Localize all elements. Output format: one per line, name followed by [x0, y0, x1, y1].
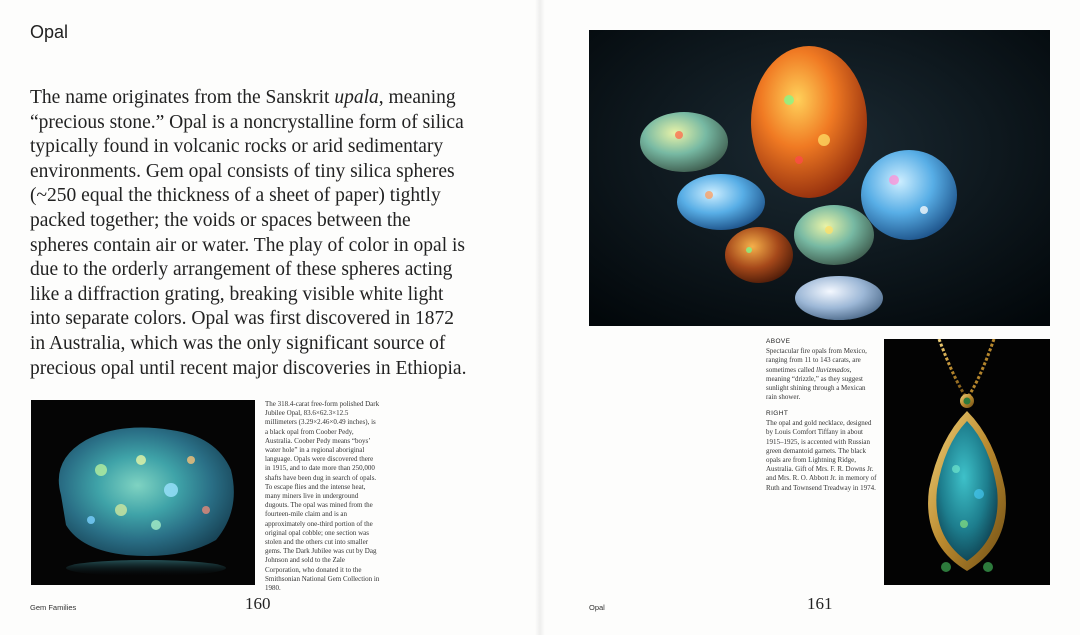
- fire-opals-image: [589, 30, 1050, 326]
- right-caption-heading: RIGHT: [766, 410, 789, 417]
- dark-jubilee-caption: The 318.4-carat free-form polished Dark Jubilee Opal, 83.6×62.3×12.5 millimeters (3.29×2.46×0.49 inches), is a black opal from Coober Pedy, Australia. Coober Pedy means “boys’ water hole” in a regional aboriginal language. Opals were discovered there in 1915, and to date more than 250,000 shafts have been dug in search of opals. To escape flies and the intense heat, many miners live in underground dugouts. The opal was mined from the fourteen-mile claim and is an approximately one-third portion of the original opal cobble; one section was stolen and the others cut into smaller gems. The Dark Jubilee was cut by Dag Johnson and sold to the Zale Corporation, who donated it to the Smithsonian National Gem Collection in 1980.: [265, 400, 380, 593]
- tiffany-necklace-image: [884, 339, 1050, 585]
- above-caption-text-rest: , meaning “drizzle,” as they suggest sunlight shining through a Mexican rain shower.: [766, 365, 866, 402]
- intro-text-start: The name originates from the Sanskrit: [30, 87, 335, 108]
- right-page: [540, 0, 1080, 635]
- dark-jubilee-opal-image: [31, 400, 255, 585]
- page-number-right: 161: [807, 594, 833, 613]
- page-number-left: 160: [245, 594, 271, 613]
- intro-paragraph: [30, 86, 470, 381]
- section-title: Opal: [30, 22, 69, 42]
- above-caption-text-start: Spectacular fire opals from Mexico, ranging from 11 to 143 carats, are sometimes called: [766, 347, 867, 374]
- above-caption-heading: ABOVE: [766, 338, 791, 345]
- intro-text-rest: , meaning “precious stone.” Opal is a noncrystalline form of silica typically found in volcanic rocks or arid sedimentary environments. Gem opal consists of tiny silica spheres (~250 equal the thickness of a sheet of paper) tightly packed together; the voids or spaces between the spheres contain air or water. The play of color in opal is due to the orderly arrangement of these spheres acting like a diffraction grating, breaking visible white light into separate colors. Opal was first discovered in 1872 in Australia, which was the only significant source of precious opal until recent major discoveries in Ethiopia.: [30, 87, 467, 379]
- footer-section-label-right: Opal: [589, 603, 605, 612]
- intro-term: upala: [334, 87, 379, 108]
- footer-section-label: Gem Families: [30, 603, 77, 612]
- above-caption-term: lluvizmados: [816, 365, 850, 374]
- fire-opals-photo: [589, 30, 1050, 326]
- tiffany-necklace-photo: [884, 339, 1050, 585]
- right-caption: [766, 409, 878, 493]
- right-caption-text: The opal and gold necklace, designed by Louis Comfort Tiffany in about 1915–1925, is accented with Russian green demantoid garnets. The black opals are from Lightning Ridge, Australia. Gift of Mrs. F. R. Downs Jr. and Mrs. R. O. Abbott Jr. in memory of Ruth and Townsend Treadway in 1974.: [766, 419, 877, 492]
- above-caption: [766, 337, 874, 402]
- dark-jubilee-opal-photo: [31, 400, 255, 585]
